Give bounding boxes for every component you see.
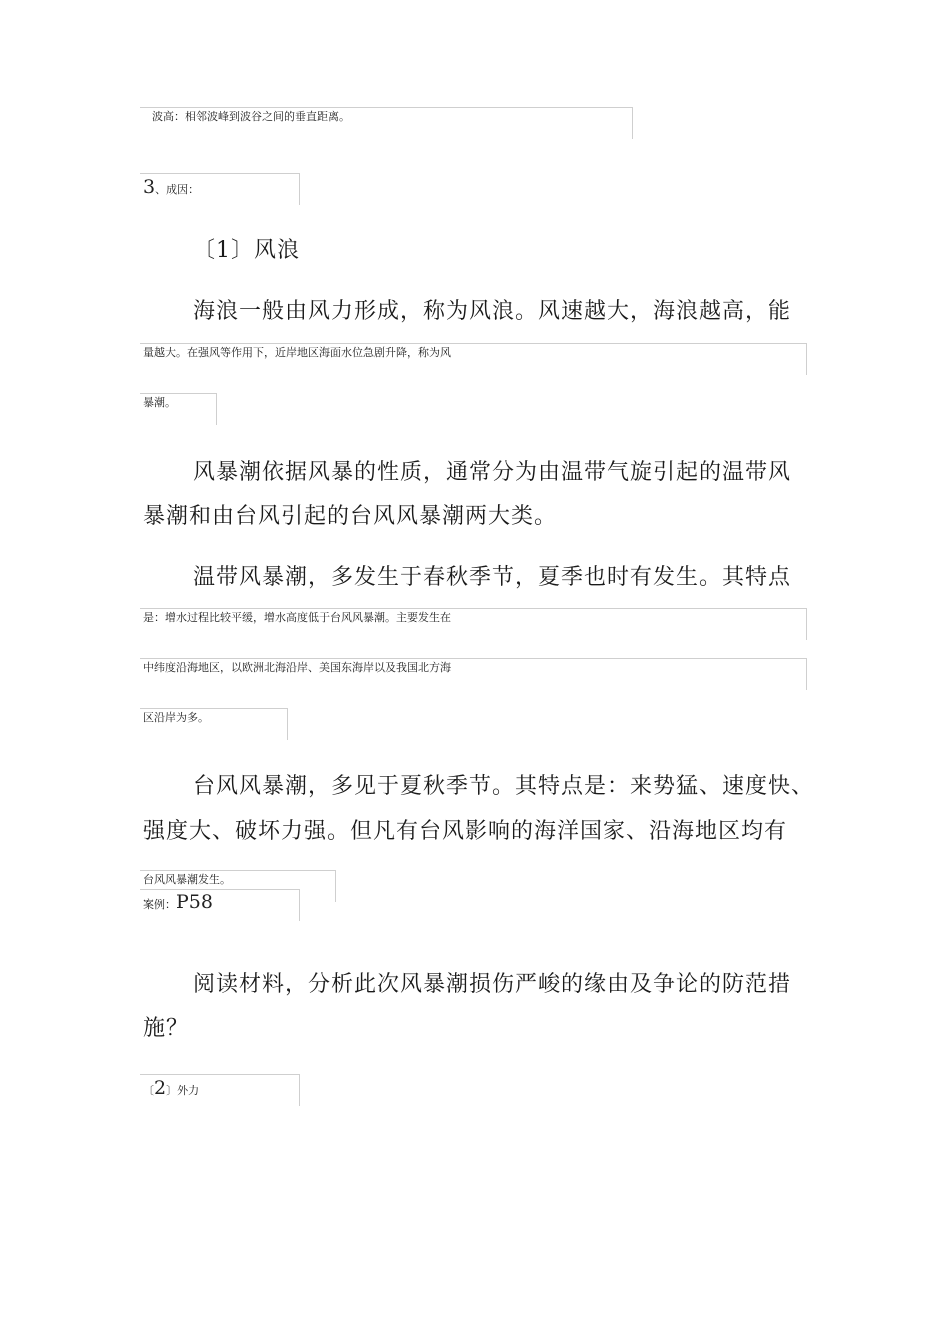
temperate-line-1: 温带风暴潮，多发生于春秋季节，夏季也时有发生。其特点	[193, 565, 792, 590]
wind-wave-paragraph-line-2: 量越大。在强风等作用下，近岸地区海面水位急剧升降，称为风	[143, 346, 451, 359]
temperate-line-2: 是：增水过程比较平缓，增水高度低于台风风暴潮。主要发生在	[143, 611, 451, 624]
question-line-2: 施？	[143, 1016, 190, 1041]
wind-wave-heading: 〔1〕风浪	[193, 238, 300, 263]
case-reference	[143, 891, 213, 913]
storm-types-line-2: 暴潮和由台风引起的台风风暴潮两大类。	[143, 504, 558, 529]
storm-types-line-1: 风暴潮依据风暴的性质，通常分为由温带气旋引起的温带风	[193, 460, 792, 485]
external-open-bracket: 〔	[143, 1084, 154, 1097]
wave-height-definition: 波高：相邻波峰到波谷之间的垂直距离。	[152, 110, 350, 123]
case-page: P58	[176, 891, 213, 913]
question-line-1: 阅读材料，分析此次风暴潮损伤严峻的缘由及争论的防范措	[193, 972, 792, 997]
temperate-line-4: 区沿岸为多。	[143, 711, 209, 724]
external-number: 2	[154, 1077, 167, 1099]
case-label: 案例：	[143, 898, 176, 911]
cause-number: 3	[143, 176, 156, 198]
cause-label: 、成因：	[155, 183, 200, 196]
typhoon-line-2: 强度大、破坏力强。但凡有台风影响的海洋国家、沿海地区均有	[143, 819, 788, 844]
temperate-line-3: 中纬度沿海地区，以欧洲北海沿岸、美国东海岸以及我国北方海	[143, 661, 451, 674]
wind-wave-paragraph-line-1: 海浪一般由风力形成，称为风浪。风速越大，海浪越高，能	[193, 299, 792, 324]
typhoon-line-3: 台风风暴潮发生。	[143, 873, 231, 886]
external-label: 〕外力	[166, 1084, 200, 1097]
external-force-heading	[143, 1077, 199, 1099]
wind-wave-paragraph-line-3: 暴潮。	[143, 396, 176, 409]
typhoon-line-1: 台风风暴潮，多见于夏秋季节。其特点是：来势猛、速度快、	[193, 774, 815, 799]
cause-heading	[143, 176, 199, 198]
